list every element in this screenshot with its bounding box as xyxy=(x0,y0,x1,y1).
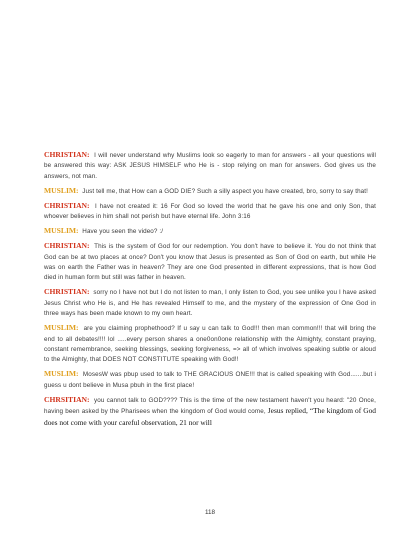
dialogue-text: I will never understand why Muslims look so eagerly to man for answers - all your questions will be answered this way: ASK JESUS HIMSELF who He is - stop relying on man for answers. God gives us the answers, not man. xyxy=(44,152,376,180)
dialogue-text: I have not created it: 16 For God so loved the world that he gave his one and only Son, that whoever believes in him shall not perish but have eternal life. John 3:16 xyxy=(44,202,376,221)
dialogue-paragraph xyxy=(44,323,376,366)
speaker-label: CHRISTIAN: xyxy=(44,150,90,159)
dialogue-text: MosesW was pbup used to talk to THE GRACIOUS ONE!!! that is called speaking with God.......but i guess u dont believe in Musa pbuh in the first place! xyxy=(44,371,376,389)
dialogue-paragraph xyxy=(44,226,376,237)
speaker-label: MUSLIM: xyxy=(44,185,79,195)
dialogue-paragraph xyxy=(44,186,376,197)
dialogue-text: you cannot talk to GOD???? This is the time of the new testament haven't you heard: "20 Once, having been asked by the Pharisees when the kingdom of God would come, xyxy=(44,396,377,416)
dialogue-paragraph xyxy=(44,395,376,429)
dialogue-content xyxy=(44,150,376,429)
speaker-label: CHRISTIAN: xyxy=(44,241,90,251)
dialogue-paragraph xyxy=(44,241,376,284)
dialogue-paragraph xyxy=(44,287,376,319)
dialogue-paragraph xyxy=(44,369,376,391)
speaker-label: CHRISTIAN: xyxy=(44,200,90,210)
dialogue-text: sorry no I have not but I do not listen to man, I only listen to God, you see unlike you I have asked Jesus Christ who He is, and He has revealed Himself to me, and the mystery of the expression of One God in three ways has been made known to my own heart. xyxy=(44,289,376,318)
page-number: 118 xyxy=(204,509,216,516)
dialogue-paragraph xyxy=(44,150,376,182)
speaker-label: MUSLIM: xyxy=(44,369,79,379)
speaker-label: CHRSITIAN: xyxy=(44,394,90,404)
speaker-label: MUSLIM: xyxy=(44,323,79,333)
dialogue-paragraph xyxy=(44,201,376,223)
dialogue-text: Have you seen the video? :/ xyxy=(82,228,164,236)
dialogue-text-serif: Jesus replied, “The kingdom of God does not come with your careful observation, 21 nor will xyxy=(44,406,376,427)
speaker-label: CHRISTIAN: xyxy=(44,287,90,297)
dialogue-text: This is the system of God for our redemption. You don't have to believe it. You do not think that God can be at two places at once? Don't you know that Jesus is presented as Son of God on earth, but while He was on earth the Father was in heaven? They are one God presented in different expressions, that is how God died in human form but still was father in heaven. xyxy=(44,243,376,282)
dialogue-text: are you claiming prophethood? If u say u can talk to God!!! then man common!!! that will bring the end to all debates!!!! lol .....every person shares a one0on0one relationship with the Almighty, constant praying, constant remembrance, seeking blessings, seeking forgiveness, => all of which involves speaking subtle or aloud to the Almighty, that DOES NOT CONSTITUTE speaking with God!! xyxy=(44,325,376,364)
dialogue-text: Just tell me, that How can a GOD DIE? Such a silly aspect you have created, bro, sorry to say that! xyxy=(82,187,368,195)
speaker-label: MUSLIM: xyxy=(44,226,79,236)
